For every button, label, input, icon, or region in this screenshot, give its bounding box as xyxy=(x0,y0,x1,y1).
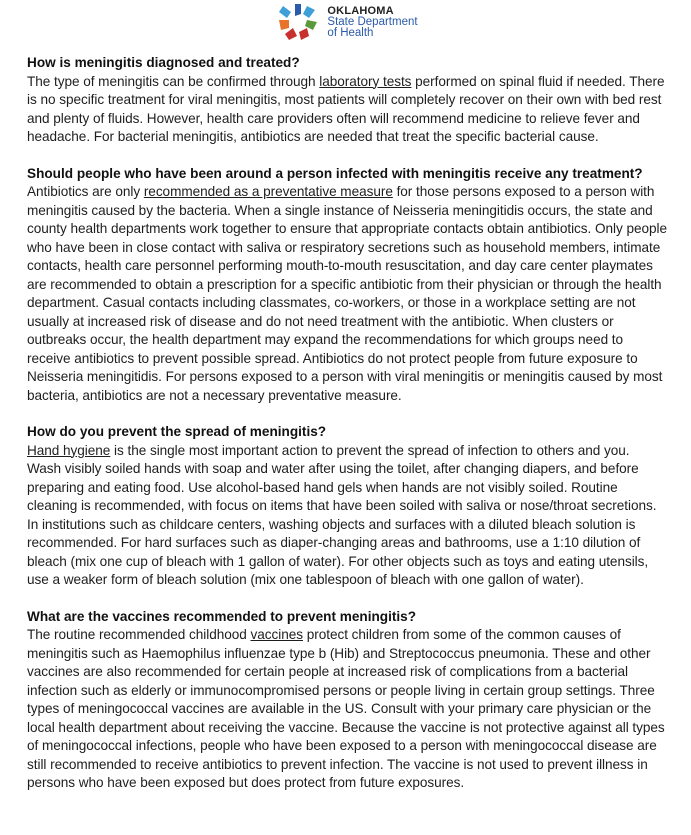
faq-question: What are the vaccines recommended to prevent meningitis? xyxy=(27,608,417,624)
faq-question: How do you prevent the spread of meningitis? xyxy=(27,424,327,439)
faq-question: How is meningitis diagnosed and treated? xyxy=(27,55,300,70)
answer-text: protect children from some of the common causes of meningitis such as Haemophilus influenzae type b (Hib) and Streptococcus pneumonia. These and other vaccines are also recommended for certain people at increased risk of complications from a bacterial infection such as elderly or immunocompromised persons or people living in certain group settings. Three types of meningococcal vaccines are available in the US. Consult with your primary care physician or the local health department about receiving the vaccine. Because the vaccine is not protective against all types of meningococcal infections, people who have been exposed to a person with meningococcal disease are still recommended to receive antibiotics to prevent infection. The vaccine is not used to prevent illness in persons who have been exposed but does protect from future exposures. xyxy=(27,627,665,790)
faq-question: Should people who have been around a person infected with meningitis receive any treatment? xyxy=(27,165,643,181)
preventative-measure-link[interactable]: recommended as a preventative measure xyxy=(143,184,393,199)
faq-section-vaccines xyxy=(27,608,667,793)
logo-line-state-department: State Department xyxy=(327,15,418,28)
osdh-logo xyxy=(277,2,417,42)
faq-section-diagnosis xyxy=(27,54,667,147)
hand-hygiene-link[interactable]: Hand hygiene xyxy=(27,442,111,458)
oklahoma-star-logo-icon xyxy=(277,2,319,42)
document-body xyxy=(27,54,667,811)
logo-line-of-health: of Health xyxy=(327,26,374,39)
answer-text: Antibiotics are only xyxy=(27,184,144,199)
faq-answer xyxy=(27,626,667,793)
answer-text: The type of meningitis can be confirmed through xyxy=(27,73,320,89)
faq-section-prevention xyxy=(27,423,667,590)
answer-text: is the single most important action to prevent the spread of infection to others and you. Wash visibly soiled hands with soap and water after using the toilet, after changing diapers, and before preparing and eating food. Use alcohol-based hand gels when hands are not visibly soiled. Routine cleaning is recommended, with focus on items that have been soiled with saliva or nose/throat secretions. In institutions such as childcare centers, washing objects and surfaces with a diluted bleach solution is recommended. For hard surfaces such as diaper-changing areas and bathrooms, use a 1:10 dilution of bleach (mix one cup of bleach with 1 gallon of water). For other objects such as toys and eating utensils, use a weaker form of bleach solution (mix one tablespoon of bleach with one gallon of water). xyxy=(27,442,657,587)
faq-answer xyxy=(27,183,667,405)
laboratory-tests-link[interactable]: laboratory tests xyxy=(319,73,412,89)
faq-section-treatment xyxy=(27,165,667,406)
faq-answer xyxy=(27,442,667,590)
answer-text: for those persons exposed to a person with meningitis caused by the bacteria. When a single instance of Neisseria meningitidis occurs, the state and county health departments work together to ensure that appropriate contacts obtain antibiotics. Only people who have been in close contact with saliva or respiratory secretions such as household members, intimate contacts, health care personnel performing mouth-to-mouth resuscitation, and day care center playmates are recommended to obtain a prescription for a specific antibiotic from their physician or through the health department. Casual contacts including classmates, co-workers, or those in a workplace setting are not usually at increased risk of disease and do not need treatment with the antibiotic. When clusters or outbreaks occur, the health department may expand the recommendations for which groups need to receive antibiotics to prevent possible spread. Antibiotics do not protect people from future exposure to Neisseria meningitidis. For persons exposed to a person with viral meningitis or meningitis caused by most bacteria, antibiotics are not a necessary preventative measure. xyxy=(27,184,667,403)
answer-text: The routine recommended childhood xyxy=(27,627,251,642)
faq-answer xyxy=(27,73,667,147)
answer-text: performed on spinal fluid if needed. There is no specific treatment for viral meningitis, most patients will completely recover on their own with bed rest and plenty of fluids. However, health care providers often will recommend medicine to relieve fever and headache. For bacterial meningitis, antibiotics are needed that treat the specific bacterial cause. xyxy=(27,73,665,144)
vaccines-link[interactable]: vaccines xyxy=(250,627,303,642)
page-header xyxy=(0,0,691,44)
logo-line-oklahoma: OKLAHOMA xyxy=(327,4,394,17)
